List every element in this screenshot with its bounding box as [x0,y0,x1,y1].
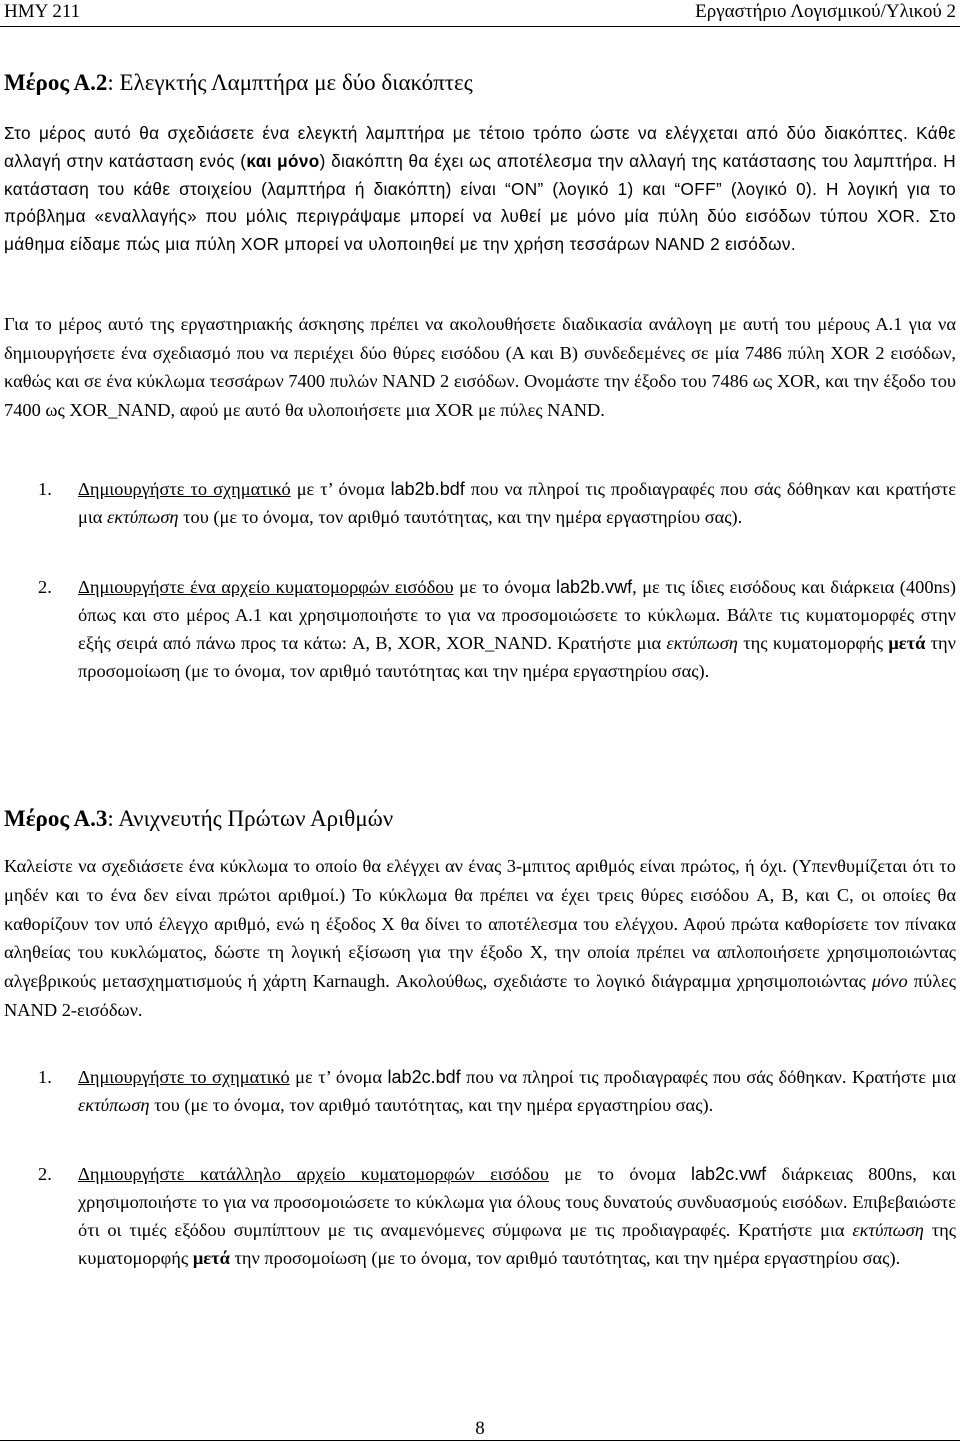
a3-list-item-1 [38,1063,956,1119]
item-text: της κυματομορφής [737,633,889,653]
item-text: με το όνομα [548,1164,692,1184]
list-number: 2. [38,1164,52,1184]
a3-intro-text-1: Καλείστε να σχεδιάσετε ένα κύκλωμα το οποίο θα ελέγχει αν ένας 3-μπιτος αριθμός είναι πρώτος, ή όχι. (Υπενθυμίζεται ότι το μηδέν και το ένα δεν είναι πρώτοι αριθμοί.) Το κύκλωμα θα πρέπει να έχει τρεις θύρες εισόδου A, B, και C, οι οποίες θα καθορίζουν τον υπό έλεγχο αριθμό, ενώ η έξοδος X θα δίνει το αποτέλεσμα του ελέγχου. Αφού πρώτα καθορίσετε τον πίνακα αληθείας του κυκλώματος, δώστε τη λογική εξίσωση για την έξοδο X, την οποία πρέπει να απλοποιήσετε χρησιμοποιώντας αλγεβρικούς μετασχηματισμούς ή χάρτη Karnaugh. Ακολούθως, σχεδιάστε το λογικό διάγραμμα χρησιμοποιώντας [4,856,956,992]
page-header [0,0,960,27]
a3-intro-paragraph [4,852,956,1025]
item-text: , με τις ίδιες εισόδους και διάρκεια (400ns) όπως και στο μέρος Α.1 και χρησιμοποιήστε το για να προσομοιώσετε το κύκλωμα. Βάλτε τις κυματομορφές στην εξής σειρά από πάνω προς τα κάτω: A, B, XOR, XOR_NAND. Κρατήστε μια [78,577,956,653]
item-underlined: Δημιουργήστε το σχηματικό [78,1067,290,1087]
filename: lab2b.vwf [556,577,633,597]
a3-intro-text-2: πύλες NAND 2-εισόδων. [4,971,956,1020]
list-number: 1. [38,479,52,499]
item-emphasis: εκτύπωση [107,507,179,527]
footer-rule [0,1440,960,1441]
a2-intro-text-2: ) διακόπτη θα έχει ως αποτέλεσμα την αλλαγή της κατάστασης του λαμπτήρα. Η κατάσταση του κάθε στοιχείου (λαμπτήρα ή διακόπτη) είναι “ON” (λογικό 1) και “OFF” (λογικό 0). Η λογική για το πρόβλημα «εναλλαγής» που μόλις περιγράψαμε μπορεί να λυθεί με μόνο μία πύλη δύο εισόδων τύπου XOR. Στο μάθημα είδαμε πώς μια πύλη XOR μπορεί να υλοποιηθεί με την χρήση τεσσάρων NAND 2 εισόδων. [4,150,956,255]
item-text: διάρκειας 800ns, και χρησιμοποιήστε το για να προσομοιώσετε το κύκλωμα για όλους τους δυνατούς συνδυασμούς εισόδων. Επιβεβαιώστε ότι οι τιμές εξόδου συμπίπτουν με τις αναμενόμενες σύμφωνα με τις προδιαγραφές. Κρατήστε μια [78,1164,956,1240]
a2-intro-bold: και μόνο [246,150,320,171]
section-heading-a3-title: : Ανιχνευτής Πρώτων Αριθμών [107,806,394,831]
list-number: 2. [38,577,52,597]
a3-intro-emphasis: μόνο [871,971,908,992]
a2-list-item-1 [38,475,956,531]
filename: lab2b.bdf [390,479,465,499]
item-text: που να πληροί τις προδιαγραφές που σάς δόθηκαν και κρατήστε μια [78,479,956,527]
section-heading-a2-prefix: Μέρος Α.2 [4,70,108,95]
filename: lab2c.bdf [387,1067,461,1087]
a3-list-item-2 [38,1160,956,1272]
item-emphasis: εκτύπωση [78,1095,150,1115]
a2-procedure-paragraph: Για το μέρος αυτό της εργαστηριακής άσκησης πρέπει να ακολουθήσετε διαδικασία ανάλογη με αυτή του μέρους Α.1 για να δημιουργήσετε ένα σχεδιασμό που να περιέχει δύο θύρες εισόδου (A και B) συνδεδεμένες σε μία 7486 πύλη XOR 2 εισόδων, καθώς και σε ένα κύκλωμα τεσσάρων 7400 πυλών NAND 2 εισόδων. Ονομάστε την έξοδο του 7486 ως XOR, και την έξοδο του 7400 ως XOR_NAND, αφού με αυτό θα υλοποιήσετε μια XOR με πύλες NAND. [4,314,956,420]
item-text: με τ’ όνομα [289,1067,388,1087]
item-text: της κυματομορφής [78,1220,956,1268]
item-text: την προσομοίωση (με το όνομα, τον αριθμό ταυτότητας και την ημέρα εργαστηρίου σας). [78,633,956,681]
section-heading-a2-title: : Ελεγκτής Λαμπτήρα με δύο διακόπτες [107,70,473,95]
page-number: 8 [475,1418,485,1439]
a2-intro-paragraph [4,120,956,259]
item-bold: μετά [192,1248,230,1268]
section-heading-a3 [4,806,393,832]
item-bold: μετά [888,633,926,653]
section-heading-a2 [4,70,473,96]
item-text: με τ’ όνομα [290,479,391,499]
course-code: ΗΜΥ 211 [4,1,81,22]
section-heading-a3-prefix: Μέρος Α.3 [4,806,108,831]
item-emphasis: εκτύπωση [852,1220,924,1240]
item-text: με το όνομα [453,577,557,597]
item-underlined: Δημιουργήστε το σχηματικό [78,479,291,499]
item-underlined: Δημιουργήστε ένα αρχείο κυματομορφών εισόδου [78,577,454,597]
item-emphasis: εκτύπωση [666,633,738,653]
item-underlined: Δημιουργήστε κατάλληλο αρχείο κυματομορφών εισόδου [78,1164,549,1184]
a2-intro-text-1: Στο μέρος αυτό θα σχεδιάσετε ένα ελεγκτή λαμπτήρα με τέτοιο τρόπο ώστε να ελέγχεται από δύο διακόπτες. Κάθε αλλαγή στην κατάσταση ενός ( [4,123,956,171]
item-text: που να πληροί τις προδιαγραφές που σάς δόθηκαν. Κρατήστε μια [460,1067,957,1087]
list-number: 1. [38,1067,52,1087]
item-text: την προσομοίωση (με το όνομα, τον αριθμό ταυτότητας, και την ημέρα εργαστηρίου σας). [229,1248,901,1268]
lab-title: Εργαστήριο Λογισμικού/Υλικού 2 [695,1,956,22]
filename: lab2c.vwf [691,1164,767,1184]
item-text: του (με το όνομα, τον αριθμό ταυτότητας, και την ημέρα εργαστηρίου σας). [178,507,743,527]
item-text: του (με το όνομα, τον αριθμό ταυτότητας, και την ημέρα εργαστηρίου σας). [149,1095,714,1115]
a2-list-item-2 [38,573,956,685]
